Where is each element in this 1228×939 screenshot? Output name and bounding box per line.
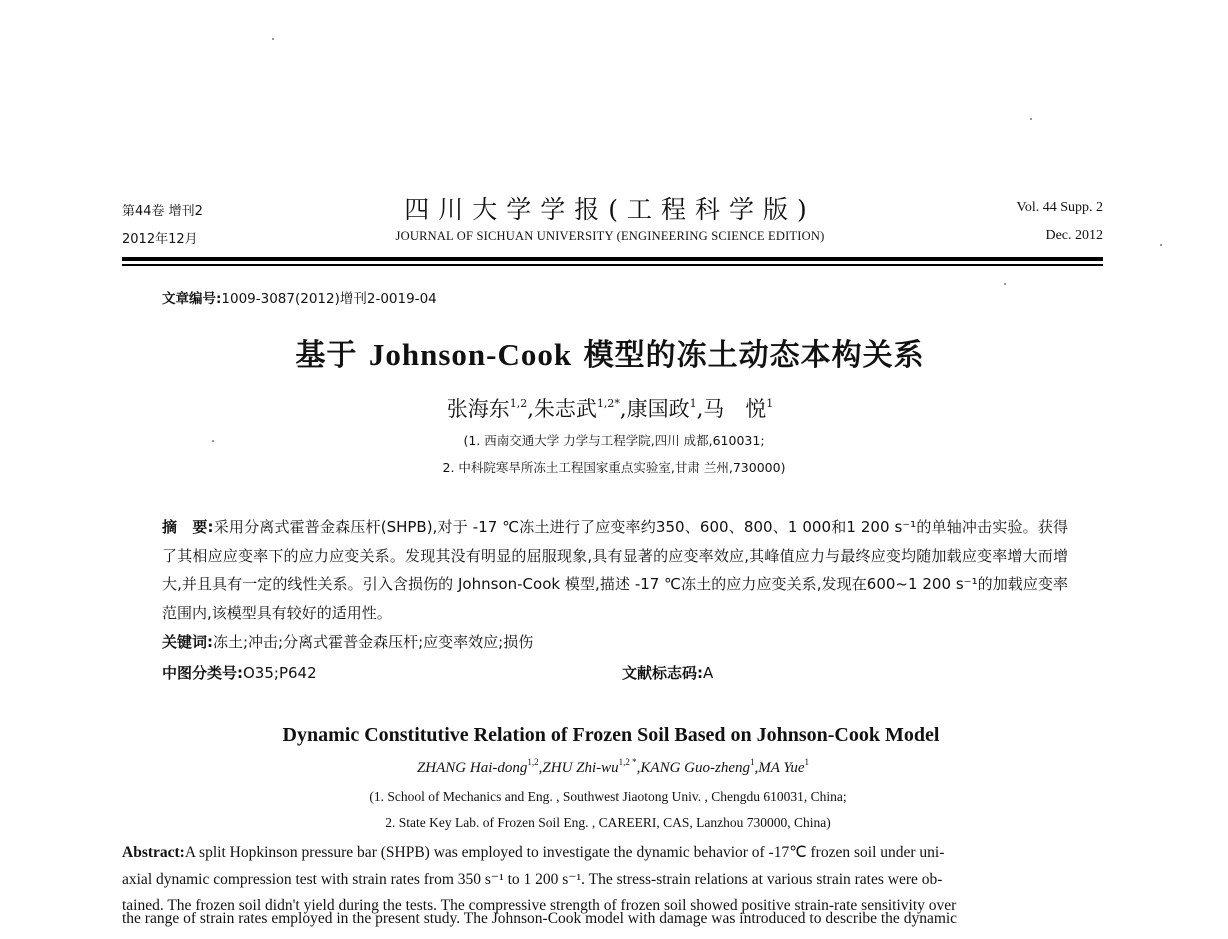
- author-cn: 马 悦$^1$: [703, 397, 774, 421]
- authors-cn: [0, 393, 1220, 423]
- keywords-cn: [162, 630, 1068, 654]
- document-code-text: A: [703, 664, 714, 682]
- title-cn-latin: Johnson-Cook: [368, 337, 573, 372]
- document-code: [622, 661, 713, 685]
- author-en: ZHU Zhi-$wu^{1,2 *}$,: [542, 757, 641, 776]
- abstract-en-line: axial dynamic compression test with strain rates from 350 s⁻¹ to 1 200 s⁻¹. The stress-strain relations at various strain rates were ob-: [122, 870, 943, 888]
- keywords-cn-label: 关键词:: [162, 633, 213, 651]
- document-code-label: 文献标志码:: [622, 664, 703, 682]
- author-cn: 康国政$^1$,: [626, 397, 704, 421]
- abstract-en-label: Abstract:: [122, 844, 185, 861]
- scan-speck: [1030, 118, 1032, 120]
- abstract-en-line: Abstract:A split Hopkinson pressure bar (SHPB) was employed to investigate the dynamic behavior of -17℃ frozen soil under uni-: [122, 844, 945, 861]
- author-cn: 朱志武$^{1,2*}$,: [533, 397, 627, 421]
- abstract-en-line: tained. The frozen soil didn't yield during the tests. The compressive strength of frozen soil showed positive strain-rate sensitivity over: [122, 897, 957, 914]
- author-cn: 张海东$^{1,2}$,: [446, 397, 534, 421]
- scan-speck: [1160, 244, 1162, 246]
- header-date-en: Dec. 2012: [1045, 228, 1103, 243]
- author-en: MA Yue$^1$: [758, 757, 810, 776]
- title-cn-pre: 基于: [295, 338, 369, 373]
- paper-title-en: Dynamic Constitutive Relation of Frozen Soil Based on Johnson-Cook Model: [282, 724, 940, 746]
- header-volume-cn: 第44卷 增刊2: [122, 204, 203, 219]
- title-cn-post: 模型的冻土动态本构关系: [572, 338, 925, 373]
- article-number-label: 文章编号:: [162, 291, 222, 307]
- paper-title-cn: [0, 330, 1220, 374]
- classification-cn-label: 中图分类号:: [162, 664, 243, 682]
- affiliation-cn-1: (1. 西南交通大学 力学与工程学院,四川 成都,610031;: [463, 433, 765, 448]
- abstract-en-line-cut: the range of strain rates employed in the present study. The Johnson-Cook model with damage was introduced to describe the dynamic: [122, 909, 958, 927]
- header-date-cn: 2012年12月: [122, 232, 198, 247]
- scan-speck: [1004, 283, 1006, 285]
- abstract-en: [122, 840, 1103, 927]
- affiliation-en-2: 2. State Key Lab. of Frozen Soil Eng. , CAREERI, CAS, Lanzhou 730000, China): [385, 815, 831, 830]
- abstract-cn: [162, 513, 1068, 627]
- author-en: KANG Guo-zheng$^1$,: [640, 757, 759, 776]
- article-number-value: 1009-3087(2012)增刊2-0019-04: [221, 291, 437, 307]
- author-en: ZHANG Hai-dong$^{1,2}$,: [416, 757, 543, 776]
- abstract-cn-text: 采用分离式霍普金森压杆(SHPB),对于 -17 ℃冻土进行了应变率约350、600、800、1 000和1 200 s⁻¹的单轴冲击实验。获得了其相应应变率下的应力应变关系。发现其没有明显的屈服现象,具有显著的应变率效应,其峰值应力与最终应变均随加载应变率增大而增大,并且具有一定的线性关系。引入含损伤的 Johnson-Cook 模型,描述 -17 ℃冻土的应力应变关系,发现在600~1 200 s⁻¹的加载应变率范围内,该模型具有较好的适用性。: [162, 518, 1068, 622]
- affiliation-cn-2: 2. 中科院寒旱所冻土工程国家重点实验室,甘肃 兰州,730000): [442, 460, 786, 475]
- scan-speck: [212, 440, 214, 442]
- authors-en: [0, 757, 1226, 777]
- classification-cn: [162, 661, 462, 685]
- header-rule-thin: [122, 264, 1103, 266]
- classification-cn-text: O35;P642: [243, 664, 317, 682]
- journal-title-en: JOURNAL OF SICHUAN UNIVERSITY (ENGINEERING SCIENCE EDITION): [395, 229, 825, 243]
- header-volume-en: Vol. 44 Supp. 2: [1016, 200, 1103, 215]
- header-rule-thick: [122, 257, 1103, 261]
- keywords-cn-text: 冻土;冲击;分离式霍普金森压杆;应变率效应;损伤: [213, 633, 534, 651]
- affiliation-en-1: (1. School of Mechanics and Eng. , Southwest Jiaotong Univ. , Chengdu 610031, China;: [369, 789, 847, 804]
- abstract-cn-label: 摘 要:: [162, 518, 214, 536]
- scan-speck: [272, 38, 274, 40]
- journal-title-cn: 四川大学学报(工程科学版): [404, 195, 816, 224]
- article-number: [162, 287, 437, 307]
